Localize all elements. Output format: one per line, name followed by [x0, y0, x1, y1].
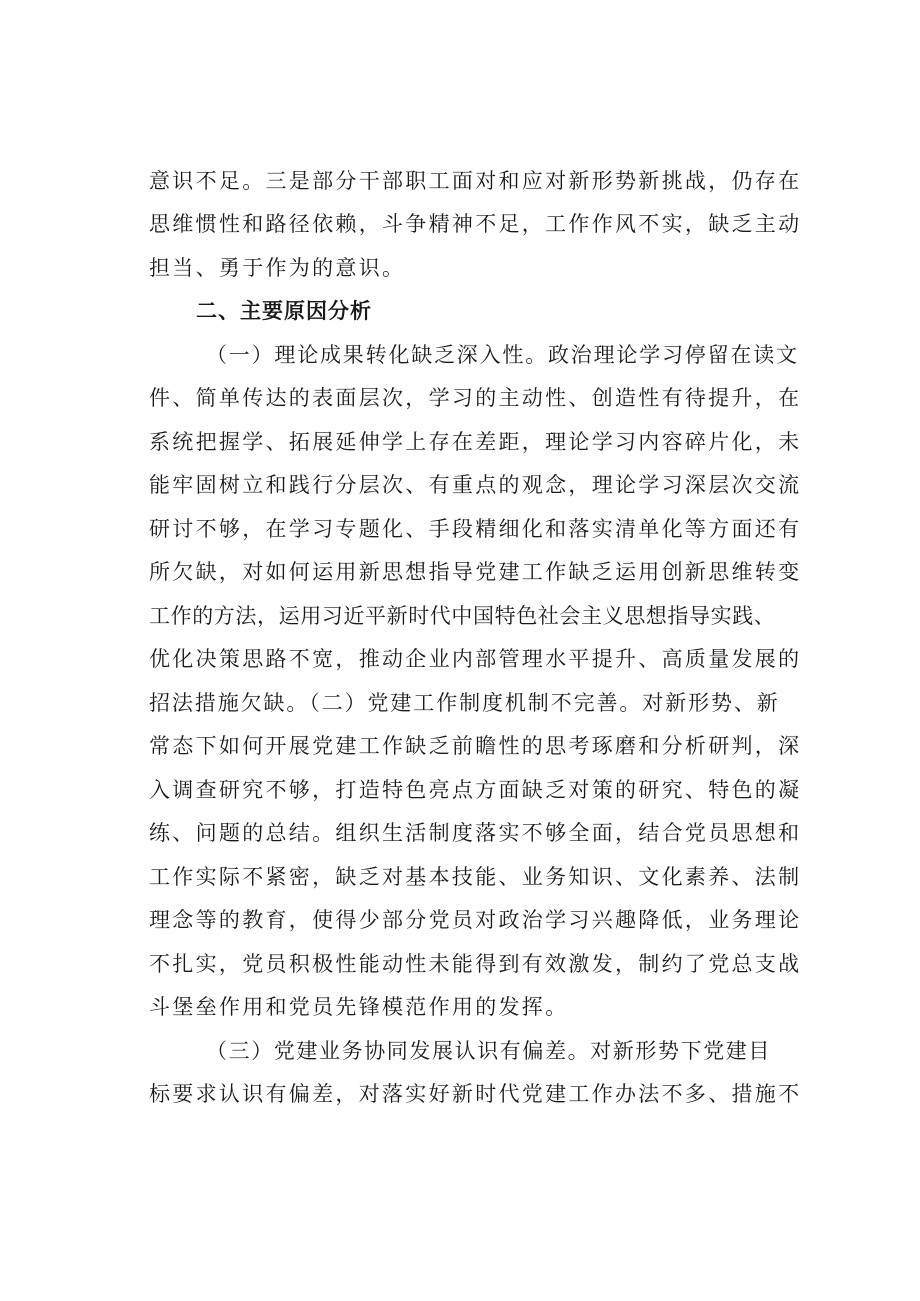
- paragraph-line: 理念等的教育，使得少部分党员对政治学习兴趣降低，业务理论: [149, 908, 802, 932]
- paragraph-line: 思维惯性和路径依赖，斗争精神不足，工作作风不实，缺乏主动: [149, 212, 802, 236]
- paragraph-line: 优化决策思路不宽，推动企业内部管理水平提升、高质量发展的: [149, 647, 802, 671]
- paragraph-line: 系统把握学、拓展延伸学上存在差距，理论学习内容碎片化，未: [149, 430, 802, 454]
- paragraph-line: 意识不足。三是部分干部职工面对和应对新形势新挑战，仍存在: [149, 169, 802, 193]
- paragraph-line: 能牢固树立和践行分层次、有重点的观念，理论学习深层次交流: [149, 473, 802, 497]
- paragraph-line: 研讨不够，在学习专题化、手段精细化和落实清单化等方面还有: [149, 517, 802, 541]
- paragraph-line: 练、问题的总结。组织生活制度落实不够全面，结合党员思想和: [149, 821, 802, 845]
- paragraph-line: 入调查研究不够，打造特色亮点方面缺乏对策的研究、特色的凝: [149, 778, 802, 802]
- paragraph-line: 担当、勇于作为的意识。: [149, 256, 406, 280]
- paragraph-line: 标要求认识有偏差，对落实好新时代党建工作办法不多、措施不: [149, 1082, 802, 1106]
- paragraph-line: 工作的方法，运用习近平新时代中国特色社会主义思想指导实践、: [149, 604, 776, 628]
- paragraph-line: 招法措施欠缺。（二）党建工作制度机制不完善。对新形势、新: [149, 691, 780, 715]
- paragraph-line: 斗堡垒作用和党员先锋模范作用的发挥。: [149, 995, 569, 1019]
- paragraph-line: （三）党建业务协同发展认识有偏差。对新形势下党建目: [206, 1039, 771, 1063]
- paragraph-line: 件、简单传达的表面层次，学习的主动性、创造性有待提升，在: [149, 386, 802, 410]
- paragraph-line: 工作实际不紧密，缺乏对基本技能、业务知识、文化素养、法制: [149, 865, 802, 889]
- section-heading: 二、主要原因分析: [196, 299, 372, 323]
- paragraph-line: 不扎实，党员积极性能动性未能得到有效激发，制约了党总支战: [149, 952, 802, 976]
- paragraph-line: （一）理论成果转化缺乏深入性。政治理论学习停留在读文: [206, 343, 799, 367]
- paragraph-line: 常态下如何开展党建工作缺乏前瞻性的思考琢磨和分析研判，深: [149, 734, 802, 758]
- paragraph-line: 所欠缺，对如何运用新思想指导党建工作缺乏运用创新思维转变: [149, 560, 802, 584]
